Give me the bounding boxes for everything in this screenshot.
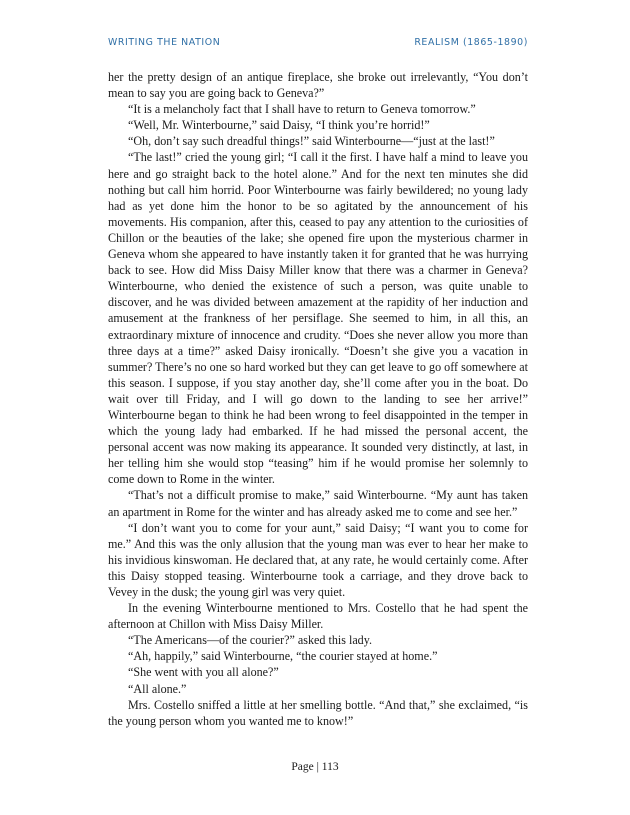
paragraph: “Oh, don’t say such dreadful things!” said Winterbourne—“just at the last!”	[128, 134, 495, 149]
page-body	[108, 69, 528, 729]
header-book-title: WRITING THE NATION	[108, 37, 221, 48]
page-number: Page | 113	[291, 761, 339, 773]
paragraph: In the evening Winterbourne mentioned to Mrs. Costello that he had spent the afternoon at Chillon with Miss Daisy Miller.	[108, 601, 528, 632]
paragraph: “That’s not a difficult promise to make,” said Winterbourne. “My aunt has taken an apartment in Rome for the winter and has already asked me to come and see her.”	[108, 488, 528, 519]
paragraph: “All alone.”	[128, 681, 187, 696]
paragraph: “The Americans—of the courier?” asked this lady.	[128, 633, 373, 648]
paragraph: “Ah, happily,” said Winterbourne, “the courier stayed at home.”	[128, 649, 438, 664]
paragraph: “She went with you all alone?”	[128, 665, 279, 680]
page-footer	[0, 761, 630, 773]
paragraph: “The last!” cried the young girl; “I call it the first. I have half a mind to leave you here and go straight back to the hotel alone.” And for the next ten minutes she did nothing but call him horrid. Poor Winterbourne was fairly bewildered; no young lady had as yet done him the honor to be so agitated by the announcement of his movements. His companion, after this, ceased to pay any attention to the curiosities of Chillon or the beauties of the lake; she opened fire upon the mysterious charmer in Geneva whom she appeared to have instantly taken it for granted that he was hurrying back to see. How did Miss Daisy Miller know that there was a charmer in Geneva? Winterbourne, who denied the existence of such a person, was quite unable to discover, and he was divided between amazement at the rapidity of her induction and amusement at the frankness of her persiflage. She seemed to him, in all this, an extraordinary mixture of innocence and crudity. “Does she never allow you more than three days at a time?” asked Daisy ironically. “Doesn’t she give you a vacation in summer? There’s no one so hard worked but they can get leave to go off somewhere at this season. I suppose, if you stay another day, she’ll come after you in the boat. Do wait over till Friday, and I will go down to the landing to see her arrive!” Winterbourne began to think he had been wrong to feel disappointed in the temper in which the young lady had embarked. If he had missed the personal accent, the personal accent was now making its appearance. It sounded very distinctly, at last, in her telling him she would stop “teasing” him if he would promise her solemnly to come down to Rome in the winter.	[108, 150, 528, 487]
paragraph: “Well, Mr. Winterbourne,” said Daisy, “I think you’re horrid!”	[128, 118, 430, 133]
paragraph: “I don’t want you to come for your aunt,” said Daisy; “I want you to come for me.” And this was the only allusion that the young man was ever to hear her make to his invidious kinswoman. He declared that, at any rate, he would certainly come. After this Daisy stopped teasing. Winterbourne took a carriage, and they drove back to Vevey in the dusk; the young girl was very quiet.	[108, 520, 528, 599]
paragraph: Mrs. Costello sniffed a little at her smelling bottle. “And that,” she exclaimed, “is the young person whom you wanted me to know!”	[108, 697, 528, 728]
paragraph: “It is a melancholy fact that I shall have to return to Geneva tomorrow.”	[128, 102, 476, 117]
running-header	[108, 37, 528, 48]
paragraph: her the pretty design of an antique fireplace, she broke out irrelevantly, “You don’t mean to say you are going back to Geneva?”	[108, 70, 528, 101]
header-section-title: REALISM (1865-1890)	[414, 37, 528, 48]
